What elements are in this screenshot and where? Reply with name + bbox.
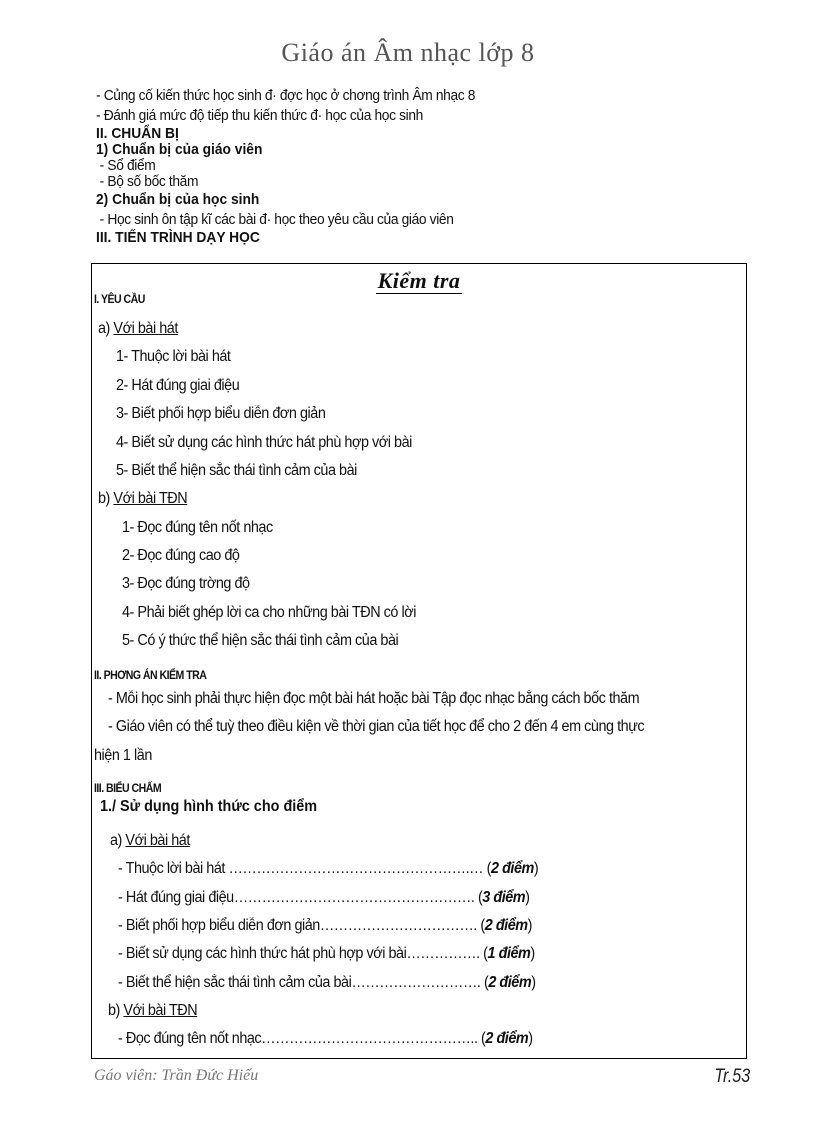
exam-plan-heading: II. PHƠNG ÁN KIỂM TRA [94, 668, 207, 682]
footer-teacher-name: Gáo viên: Trần Đức Hiếu [94, 1067, 259, 1084]
grading-heading: III. BIỂU CHẤM [94, 781, 162, 795]
score-close: ) [531, 974, 536, 991]
score-row [118, 945, 535, 963]
tdn-requirement-item: 4- Phải biết ghép lời ca cho những bài TĐN có lời [122, 604, 416, 621]
objective-line-1: - Củng cố kiến thức học sinh đ· đợc học ở chơng trình Âm nhạc 8 [96, 87, 476, 104]
teacher-preparation-heading: 1) Chuẩn bị của giáo viên [96, 141, 263, 158]
score-close: ) [533, 860, 539, 877]
song-requirement-item: 5- Biết thể hiện sắc thái tình cảm của bài [116, 462, 357, 479]
page-header-title: Giáo án Âm nhạc lớp 8 [281, 38, 535, 67]
tdn-requirement-item: 2- Đọc đúng cao độ [122, 547, 240, 564]
score-close: ) [528, 1030, 533, 1047]
score-criterion: - Thuộc lời bài hát …………………………………………….… ( [118, 860, 491, 877]
score-criterion: - Đọc đúng tên nốt nhạc……………………………………….. ( [118, 1030, 486, 1047]
grading-method-heading: 1./ Sử dụng hình thức cho điểm [100, 798, 318, 815]
exam-plan-line-3: hiện 1 lần [94, 747, 152, 764]
song-requirement-item: 2- Hát đúng giai điệu [116, 377, 240, 394]
requirements-heading: I. YÊU CẦU [94, 292, 145, 306]
score-close: ) [530, 945, 535, 962]
score-song-label: Với bài hát [125, 832, 190, 849]
exam-title-text: Kiểm tra [377, 268, 461, 293]
exam-box [91, 263, 747, 1059]
score-points: 3 điểm [482, 889, 526, 906]
score-criterion: - Biết phối hợp biểu diễn đơn giản……………………………. ( [118, 917, 485, 934]
score-tdn-heading: b) Với bài TĐN [108, 1002, 198, 1019]
tdn-requirements-heading: b) Với bài TĐN [98, 490, 188, 507]
tdn-requirement-item: 5- Có ý thức thể hiện sắc thái tình cảm của bài [122, 632, 399, 649]
song-requirement-item: 3- Biết phối hợp biểu diễn đơn giản [116, 405, 326, 422]
score-row [118, 860, 538, 878]
score-points: 2 điểm [490, 860, 534, 877]
song-requirements-heading: a) Với bài hát [98, 320, 178, 337]
student-preparation-heading: 2) Chuẩn bị của học sinh [96, 191, 260, 208]
teacher-item-1: - Sổ điểm [99, 157, 156, 174]
tdn-requirement-item: 3- Đọc đúng trờng độ [122, 575, 250, 592]
exam-title [92, 268, 746, 294]
intro-section [96, 86, 756, 246]
section-heading-process: III. TIẾN TRÌNH DẠY HỌC [96, 229, 260, 246]
song-requirement-item: 4- Biết sử dụng các hình thức hát phù hợp với bài [116, 434, 412, 451]
score-points: 2 điểm [484, 917, 528, 934]
score-row [118, 974, 536, 992]
score-points: 2 điểm [488, 974, 532, 991]
score-criterion: - Biết sử dụng các hình thức hát phù hợp với bài……………. ( [118, 945, 488, 962]
exam-plan-line-1: - Mỗi học sinh phải thực hiện đọc một bài hát hoặc bài Tập đọc nhạc bằng cách bốc thăm [108, 690, 640, 707]
student-item-1: - Học sinh ôn tập kĩ các bài đ· học theo yêu cầu của giáo viên [99, 211, 454, 228]
score-row [118, 917, 532, 935]
tdn-requirement-item: 1- Đọc đúng tên nốt nhạc [122, 519, 273, 536]
score-criterion: - Biết thể hiện sắc thái tình cảm của bài………………………. ( [118, 974, 489, 991]
score-row [118, 1030, 533, 1048]
exam-plan-line-2: - Giáo viên có thể tuỳ theo điều kiện về thời gian của tiết học để cho 2 đến 4 em cùng thực [108, 718, 645, 735]
score-criterion: - Hát đúng giai điệu……………………………………………. ( [118, 889, 483, 906]
score-close: ) [525, 889, 530, 906]
section-heading-preparation: II. CHUẨN BỊ [96, 125, 179, 142]
score-close: ) [527, 917, 532, 934]
score-row [118, 889, 530, 907]
score-tdn-label: Với bài TĐN [123, 1002, 198, 1019]
song-requirement-item: 1- Thuộc lời bài hát [116, 348, 231, 365]
objective-line-2: - Đánh giá mức độ tiếp thu kiến thức đ· học của học sinh [96, 107, 423, 124]
tdn-requirements-label: Với bài TĐN [113, 490, 188, 507]
score-song-heading: a) Với bài hát [110, 832, 190, 849]
score-points: 1 điểm [487, 945, 531, 962]
teacher-item-2: - Bộ số bốc thăm [99, 173, 199, 190]
song-requirements-label: Với bài hát [113, 320, 178, 337]
score-points: 2 điểm [485, 1030, 529, 1047]
footer-page-number: Tr.53 [714, 1066, 750, 1087]
